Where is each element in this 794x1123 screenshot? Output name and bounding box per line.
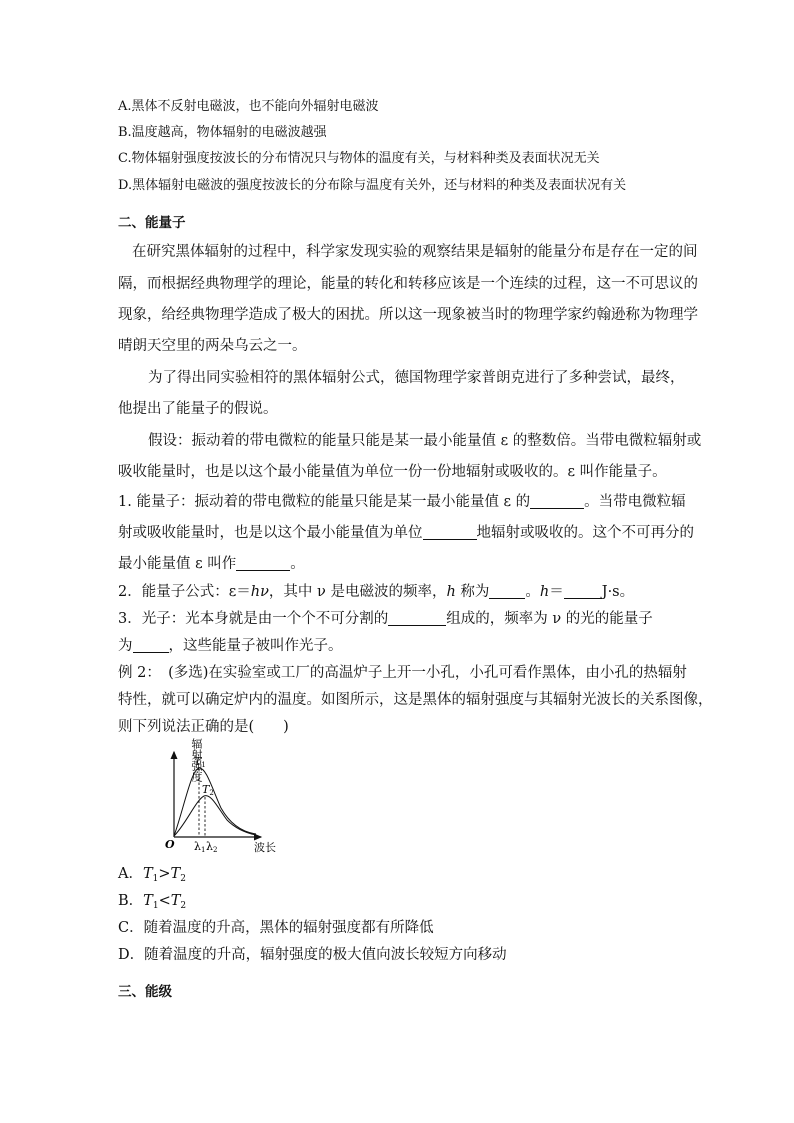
section-heading-energy-levels: 三、能级 (118, 984, 172, 1000)
t2-label: T2 (202, 783, 214, 797)
y-axis-label: 辐射强度 (159, 738, 203, 751)
fill-blank[interactable] (564, 584, 602, 599)
section-heading-energy-quantum: 二、能量子 (118, 215, 186, 231)
item3-line1: 3．光子：光本身就是由一个个不可分割的 组成的，频率为 ν 的光的能量子 (118, 611, 653, 627)
example2-line: 例 2： (多选)在实验室或工厂的高温炉子上开一小孔，小孔可看作黑体，由小孔的热辐射 (118, 665, 687, 681)
fill-blank[interactable] (423, 525, 477, 540)
example2-line: 特性，就可以确定炉内的温度。如图所示，这是黑体的辐射强度与其辐射光波长的关系图像， (118, 692, 713, 708)
item1-line1: 1. 能量子：振动着的带电微粒的能量只能是某一最小能量值 ε 的 。当带电微粒辐 (118, 494, 686, 510)
fill-blank[interactable] (236, 556, 290, 571)
example2-option-d: D．随着温度的升高，辐射强度的极大值向波长较短方向移动 (118, 947, 507, 963)
option-b: B.温度越高，物体辐射的电磁波越强 (118, 125, 327, 140)
example2-option-a: A．$T_1>T_2$ (118, 866, 186, 884)
hypothesis-line: 吸收能量时，也是以这个最小能量值为单位一份一份地辐射或吸收的。ε 叫作能量子。 (118, 464, 667, 480)
lambda1-label: λ1 (194, 840, 206, 854)
item1-line2: 射或吸收能量时，也是以这个最小能量值为单位 地辐射或吸收的。这个不可再分的 (118, 525, 694, 541)
option-d: D.黑体辐射电磁波的强度按波长的分布除与温度有关外，还与材料的种类及表面状况有关 (118, 178, 627, 193)
option-a: A.黑体不反射电磁波，也不能向外辐射电磁波 (118, 99, 379, 114)
planck-line: 为了得出同实验相符的黑体辐射公式，德国物理学家普朗克进行了多种尝试，最终， (148, 370, 685, 386)
example2-option-c: C．随着温度的升高，黑体的辐射强度都有所降低 (118, 920, 434, 936)
hypothesis-line: 假设：振动着的带电微粒的能量只能是某一最小能量值 ε 的整数倍。当带电微粒辐射或 (148, 433, 702, 449)
fill-blank[interactable] (388, 611, 446, 626)
x-axis-label: 波长 (254, 841, 276, 854)
blackbody-radiation-diagram (158, 738, 298, 856)
intro-line: 晴朗天空里的两朵乌云之一。 (118, 338, 307, 354)
item2-formula: 2．能量子公式：ε＝hν，其中 ν 是电磁波的频率，h 称为 。h＝ J·s。 (118, 584, 635, 600)
example2-option-b: B．$T_1<T_2$ (118, 893, 187, 911)
fill-blank[interactable] (133, 638, 169, 653)
option-c: C.物体辐射强度按波长的分布情况只与物体的温度有关，与材料种类及表面状况无关 (118, 151, 600, 166)
example2-line: 则下列说法正确的是( ) (118, 719, 289, 735)
t1-label: T1 (194, 755, 206, 769)
fill-blank[interactable] (530, 494, 584, 509)
intro-line: 在研究黑体辐射的过程中，科学家发现实验的观察结果是辐射的能量分布是存在一定的间 (132, 244, 698, 260)
fill-blank[interactable] (489, 584, 525, 599)
intro-line: 现象，给经典物理学造成了极大的困扰。所以这一现象被当时的物理学家约翰逊称为物理学 (118, 307, 698, 323)
origin-label: O (165, 838, 175, 851)
intro-line: 隔，而根据经典物理学的理论，能量的转化和转移应该是一个连续的过程，这一不可思议的 (118, 276, 698, 292)
item1-line3: 最小能量值 ε 叫作 。 (118, 556, 305, 572)
planck-line: 他提出了能量子的假说。 (118, 401, 278, 417)
item3-line2: 为 ，这些能量子被叫作光子。 (118, 638, 343, 654)
lambda2-label: λ2 (206, 840, 218, 854)
